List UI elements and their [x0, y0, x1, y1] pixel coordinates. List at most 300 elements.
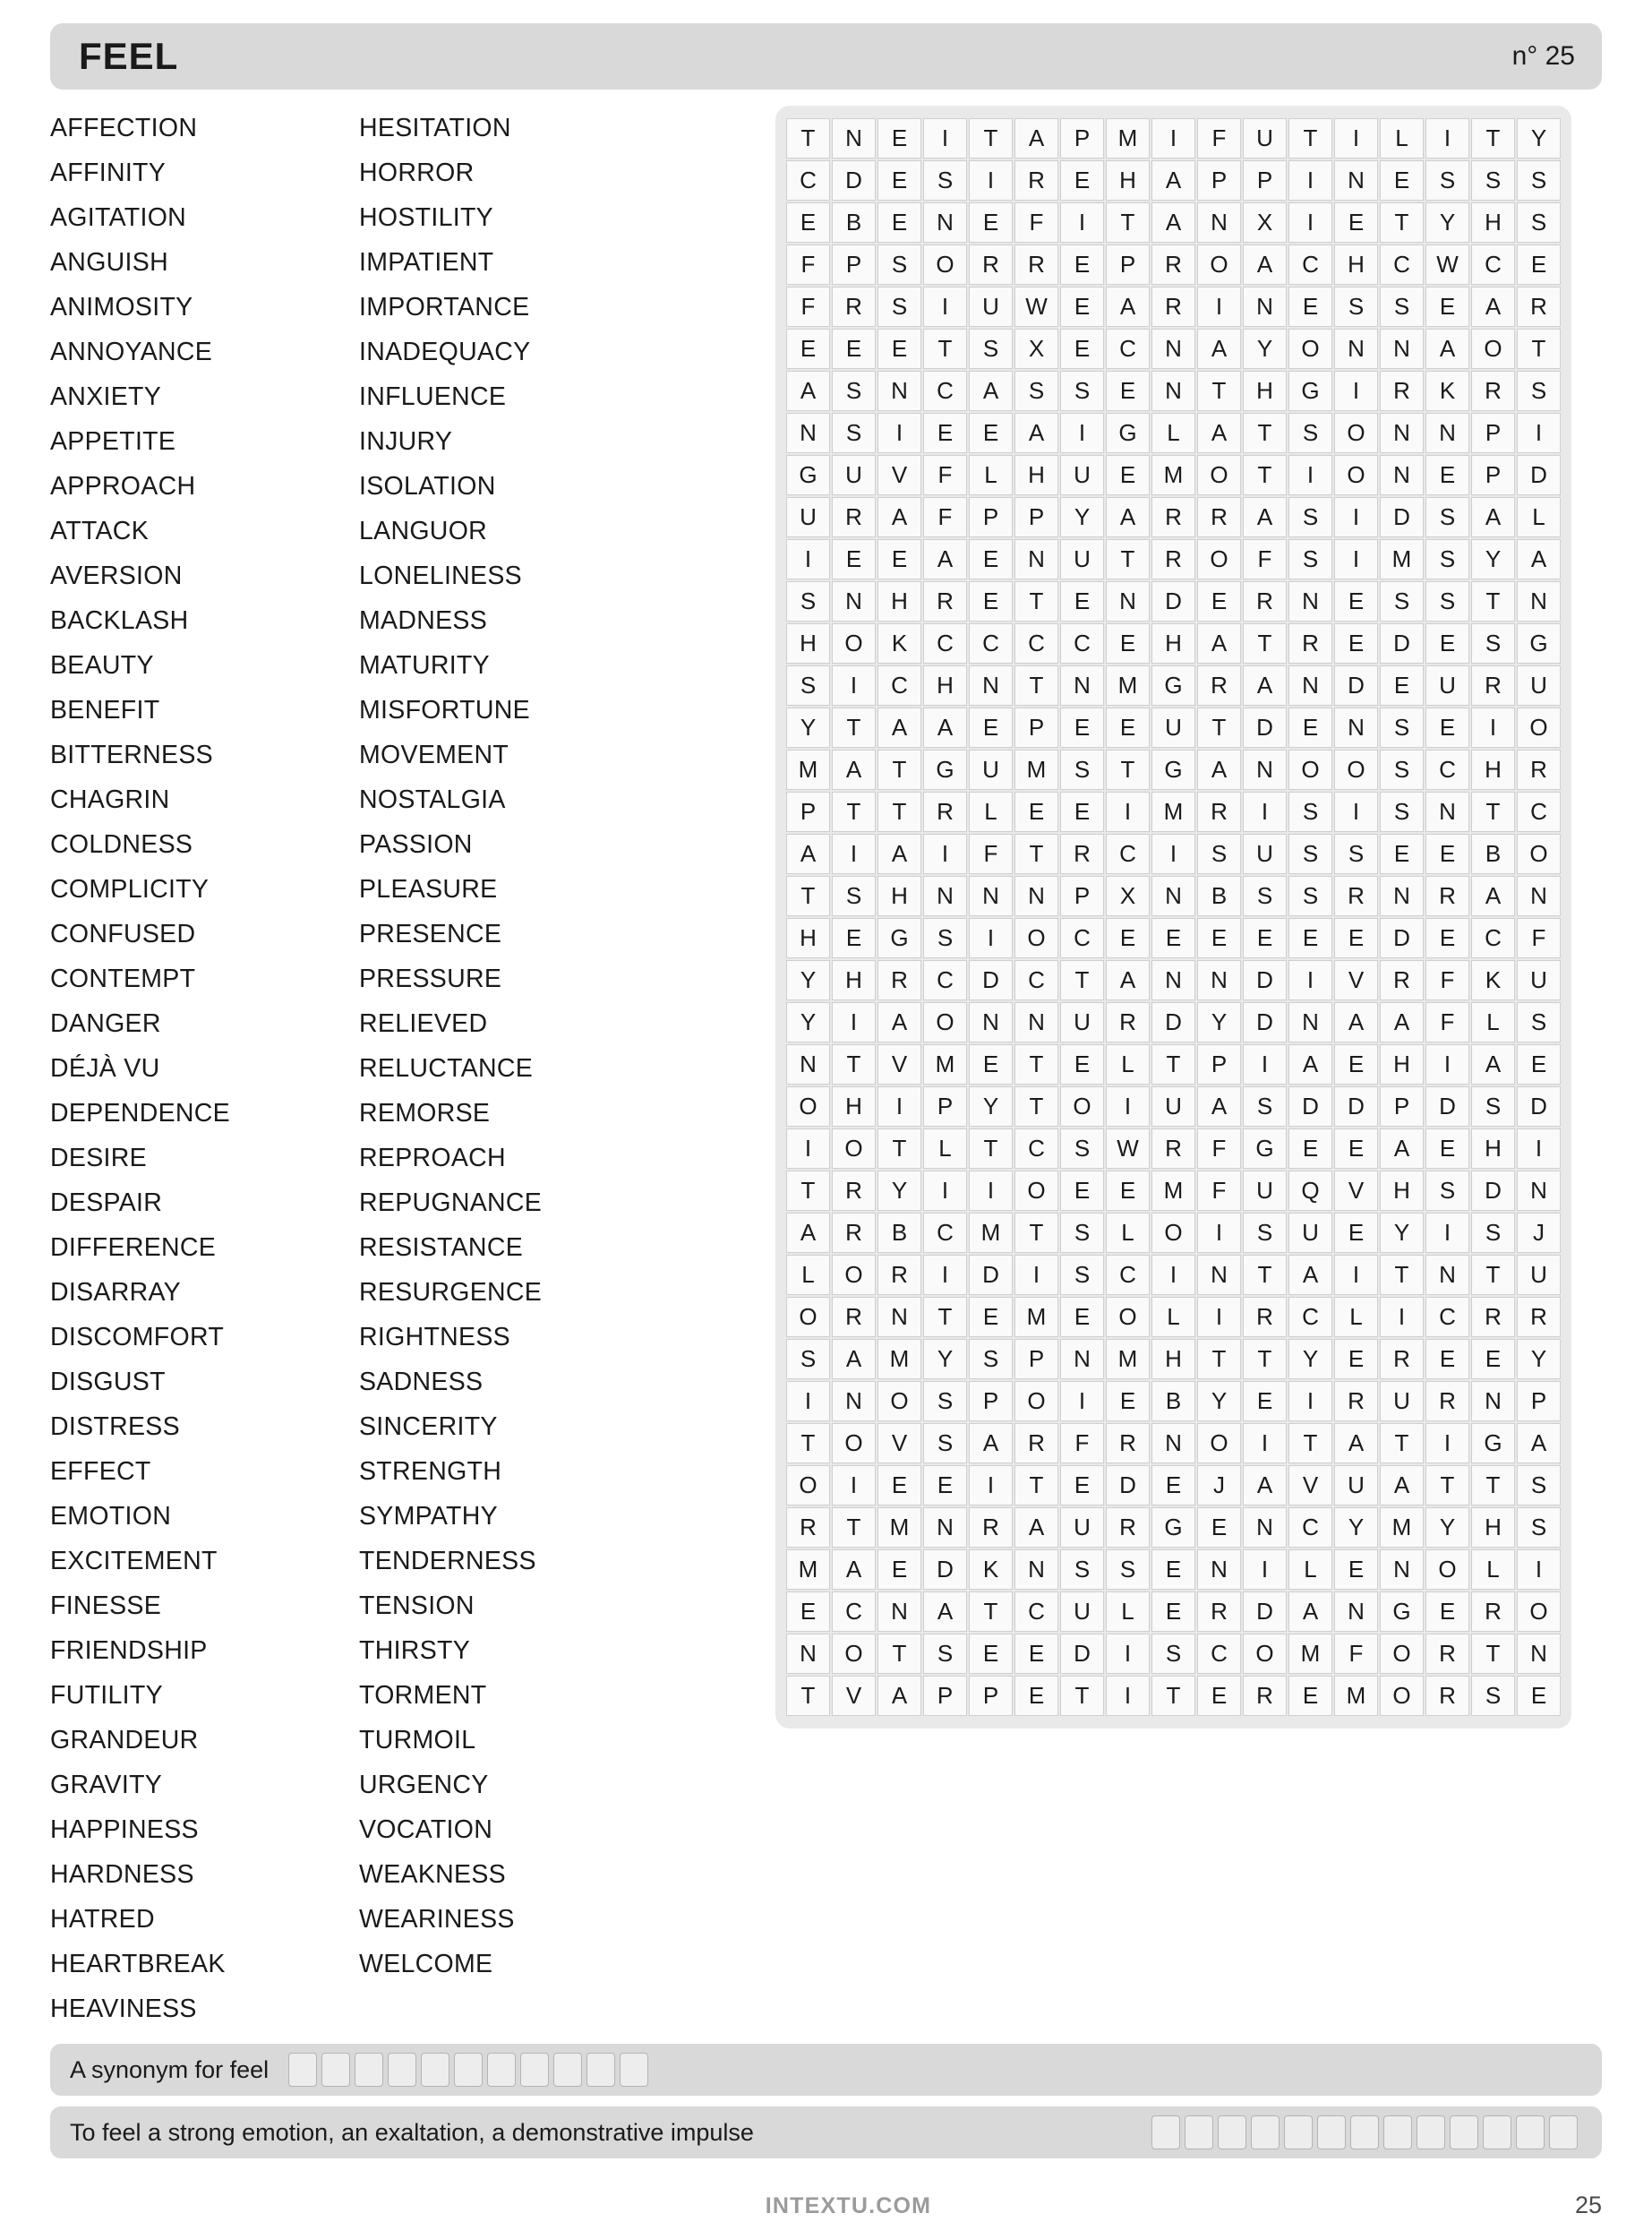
letter-cell[interactable]: B: [1471, 834, 1515, 874]
letter-cell[interactable]: F: [969, 834, 1013, 874]
letter-cell[interactable]: A: [1425, 329, 1469, 369]
letter-cell[interactable]: E: [1425, 1128, 1469, 1169]
letter-cell[interactable]: H: [1471, 1507, 1515, 1548]
letter-cell[interactable]: R: [1334, 876, 1378, 916]
letter-cell[interactable]: R: [832, 1213, 876, 1253]
letter-cell[interactable]: H: [832, 1086, 876, 1127]
letter-cell[interactable]: A: [1471, 1044, 1515, 1085]
letter-cell[interactable]: F: [1197, 1171, 1241, 1211]
letter-cell[interactable]: E: [1106, 455, 1150, 495]
letter-cell[interactable]: N: [1380, 329, 1424, 369]
letter-cell[interactable]: C: [1060, 918, 1104, 958]
letter-cell[interactable]: U: [1060, 1591, 1104, 1632]
letter-cell[interactable]: L: [923, 1128, 967, 1169]
letter-cell[interactable]: T: [969, 118, 1013, 159]
letter-cell[interactable]: I: [786, 1381, 830, 1421]
letter-cell[interactable]: S: [1425, 1171, 1469, 1211]
letter-cell[interactable]: D: [1243, 960, 1287, 1000]
letter-cell[interactable]: N: [1197, 1255, 1241, 1295]
letter-cell[interactable]: O: [1014, 918, 1058, 958]
letter-cell[interactable]: T: [1014, 834, 1058, 874]
letter-cell[interactable]: D: [1380, 623, 1424, 664]
letter-cell[interactable]: N: [969, 1002, 1013, 1042]
letter-cell[interactable]: N: [1151, 371, 1195, 411]
letter-cell[interactable]: E: [877, 1549, 921, 1590]
letter-cell[interactable]: U: [969, 750, 1013, 790]
letter-cell[interactable]: T: [1243, 623, 1287, 664]
letter-cell[interactable]: T: [786, 876, 830, 916]
letter-cell[interactable]: S: [832, 876, 876, 916]
letter-cell[interactable]: O: [832, 1634, 876, 1674]
letter-cell[interactable]: I: [1334, 371, 1378, 411]
letter-cell[interactable]: B: [877, 1213, 921, 1253]
letter-cell[interactable]: W: [1014, 287, 1058, 327]
letter-cell[interactable]: I: [832, 1465, 876, 1506]
letter-cell[interactable]: E: [1471, 1339, 1515, 1379]
letter-cell[interactable]: V: [1334, 1171, 1378, 1211]
letter-cell[interactable]: E: [1060, 287, 1104, 327]
letter-cell[interactable]: E: [969, 1634, 1013, 1674]
letter-cell[interactable]: T: [786, 1676, 830, 1716]
letter-cell[interactable]: S: [1380, 287, 1424, 327]
letter-cell[interactable]: E: [1425, 918, 1469, 958]
letter-cell[interactable]: A: [1197, 1086, 1241, 1127]
letter-cell[interactable]: N: [1334, 1591, 1378, 1632]
letter-cell[interactable]: E: [1243, 918, 1287, 958]
letter-cell[interactable]: L: [1151, 1297, 1195, 1337]
letter-cell[interactable]: I: [1014, 1255, 1058, 1295]
letter-cell[interactable]: E: [877, 539, 921, 579]
letter-cell[interactable]: N: [923, 1507, 967, 1548]
letter-cell[interactable]: U: [1060, 1507, 1104, 1548]
letter-cell[interactable]: Y: [877, 1171, 921, 1211]
answer-letter-box[interactable]: [288, 2053, 317, 2087]
letter-cell[interactable]: R: [923, 792, 967, 832]
letter-cell[interactable]: E: [969, 1044, 1013, 1085]
letter-cell[interactable]: E: [1060, 1171, 1104, 1211]
letter-cell[interactable]: Y: [1060, 497, 1104, 537]
letter-cell[interactable]: H: [1471, 1128, 1515, 1169]
answer-letter-box[interactable]: [620, 2053, 648, 2087]
letter-cell[interactable]: S: [923, 1423, 967, 1463]
letter-cell[interactable]: E: [1106, 918, 1150, 958]
letter-cell[interactable]: R: [1425, 1381, 1469, 1421]
letter-cell[interactable]: A: [1106, 287, 1150, 327]
letter-cell[interactable]: E: [1060, 1465, 1104, 1506]
letter-cell[interactable]: E: [1288, 918, 1332, 958]
letter-cell[interactable]: G: [1380, 1591, 1424, 1632]
letter-cell[interactable]: I: [1517, 413, 1561, 453]
letter-cell[interactable]: N: [1380, 876, 1424, 916]
letter-cell[interactable]: E: [786, 1591, 830, 1632]
letter-cell[interactable]: O: [1106, 1297, 1150, 1337]
letter-cell[interactable]: I: [1106, 792, 1150, 832]
letter-cell[interactable]: P: [1106, 244, 1150, 285]
letter-cell[interactable]: C: [877, 665, 921, 706]
letter-cell[interactable]: U: [832, 455, 876, 495]
letter-cell[interactable]: R: [1197, 497, 1241, 537]
letter-cell[interactable]: T: [1471, 1465, 1515, 1506]
letter-cell[interactable]: S: [1425, 497, 1469, 537]
letter-cell[interactable]: T: [1243, 1339, 1287, 1379]
letter-cell[interactable]: E: [1060, 329, 1104, 369]
letter-cell[interactable]: E: [1106, 623, 1150, 664]
letter-cell[interactable]: O: [1197, 244, 1241, 285]
letter-cell[interactable]: C: [1425, 750, 1469, 790]
letter-cell[interactable]: T: [1380, 202, 1424, 243]
letter-cell[interactable]: F: [1425, 960, 1469, 1000]
letter-cell[interactable]: H: [877, 581, 921, 622]
letter-cell[interactable]: T: [832, 1507, 876, 1548]
letter-cell[interactable]: O: [877, 1381, 921, 1421]
letter-cell[interactable]: R: [1380, 960, 1424, 1000]
answer-letter-box[interactable]: [1317, 2115, 1346, 2149]
letter-cell[interactable]: F: [1014, 202, 1058, 243]
letter-cell[interactable]: C: [1380, 244, 1424, 285]
letter-cell[interactable]: N: [1334, 708, 1378, 748]
letter-cell[interactable]: N: [1014, 539, 1058, 579]
letter-cell[interactable]: E: [1197, 1507, 1241, 1548]
letter-cell[interactable]: U: [786, 497, 830, 537]
letter-cell[interactable]: S: [1106, 1549, 1150, 1590]
letter-cell[interactable]: R: [1517, 750, 1561, 790]
letter-cell[interactable]: T: [1014, 1213, 1058, 1253]
letter-cell[interactable]: D: [1243, 1002, 1287, 1042]
letter-cell[interactable]: H: [832, 960, 876, 1000]
letter-cell[interactable]: S: [1334, 287, 1378, 327]
letter-cell[interactable]: N: [1380, 413, 1424, 453]
letter-cell[interactable]: A: [1243, 497, 1287, 537]
letter-cell[interactable]: E: [1334, 1044, 1378, 1085]
answer-letter-box[interactable]: [586, 2053, 615, 2087]
letter-cell[interactable]: I: [1288, 455, 1332, 495]
letter-cell[interactable]: R: [1106, 1423, 1150, 1463]
letter-cell[interactable]: N: [923, 876, 967, 916]
letter-cell[interactable]: L: [1334, 1297, 1378, 1337]
letter-cell[interactable]: I: [1243, 792, 1287, 832]
letter-cell[interactable]: E: [1380, 160, 1424, 201]
letter-cell[interactable]: R: [1288, 623, 1332, 664]
letter-cell[interactable]: E: [877, 329, 921, 369]
letter-cell[interactable]: U: [1151, 1086, 1195, 1127]
letter-cell[interactable]: I: [1517, 1128, 1561, 1169]
letter-cell[interactable]: G: [1517, 623, 1561, 664]
letter-cell[interactable]: X: [1243, 202, 1287, 243]
letter-cell[interactable]: A: [832, 1549, 876, 1590]
letter-cell[interactable]: A: [923, 708, 967, 748]
letter-cell[interactable]: E: [1060, 1297, 1104, 1337]
letter-cell[interactable]: S: [1014, 371, 1058, 411]
letter-cell[interactable]: Y: [1425, 1507, 1469, 1548]
letter-cell[interactable]: E: [786, 202, 830, 243]
letter-cell[interactable]: E: [969, 539, 1013, 579]
answer-letter-box[interactable]: [1350, 2115, 1379, 2149]
letter-cell[interactable]: L: [1380, 118, 1424, 159]
letter-cell[interactable]: O: [786, 1465, 830, 1506]
letter-cell[interactable]: E: [1014, 1634, 1058, 1674]
letter-cell[interactable]: S: [832, 413, 876, 453]
letter-cell[interactable]: M: [1014, 1297, 1058, 1337]
letter-cell[interactable]: E: [832, 329, 876, 369]
letter-cell[interactable]: L: [969, 455, 1013, 495]
letter-cell[interactable]: A: [1334, 1002, 1378, 1042]
letter-cell[interactable]: N: [1014, 1002, 1058, 1042]
letter-cell[interactable]: E: [1288, 1676, 1332, 1716]
letter-cell[interactable]: I: [786, 539, 830, 579]
letter-cell[interactable]: I: [1425, 1044, 1469, 1085]
letter-cell[interactable]: G: [1471, 1423, 1515, 1463]
letter-cell[interactable]: R: [1243, 1297, 1287, 1337]
letter-cell[interactable]: E: [1334, 623, 1378, 664]
letter-cell[interactable]: Q: [1288, 1171, 1332, 1211]
letter-cell[interactable]: A: [877, 1676, 921, 1716]
letter-cell[interactable]: N: [786, 1044, 830, 1085]
letter-cell[interactable]: C: [969, 623, 1013, 664]
letter-cell[interactable]: D: [1517, 455, 1561, 495]
letter-cell[interactable]: O: [786, 1086, 830, 1127]
letter-cell[interactable]: F: [1060, 1423, 1104, 1463]
letter-cell[interactable]: S: [786, 665, 830, 706]
answer-boxes[interactable]: [288, 2053, 653, 2087]
letter-cell[interactable]: O: [786, 1297, 830, 1337]
letter-cell[interactable]: N: [1243, 750, 1287, 790]
letter-cell[interactable]: S: [1060, 750, 1104, 790]
letter-cell[interactable]: H: [1106, 160, 1150, 201]
letter-cell[interactable]: C: [1106, 329, 1150, 369]
letter-cell[interactable]: Y: [1288, 1339, 1332, 1379]
letter-cell[interactable]: N: [832, 581, 876, 622]
letter-cell[interactable]: Y: [969, 1086, 1013, 1127]
letter-cell[interactable]: E: [1334, 1549, 1378, 1590]
letter-cell[interactable]: Y: [1197, 1381, 1241, 1421]
letter-cell[interactable]: E: [877, 202, 921, 243]
letter-cell[interactable]: D: [1151, 1002, 1195, 1042]
letter-cell[interactable]: A: [877, 834, 921, 874]
letter-cell[interactable]: O: [1334, 455, 1378, 495]
letter-cell[interactable]: N: [1517, 1171, 1561, 1211]
letter-cell[interactable]: M: [786, 1549, 830, 1590]
letter-cell[interactable]: H: [1380, 1044, 1424, 1085]
letter-cell[interactable]: D: [832, 160, 876, 201]
letter-cell[interactable]: R: [1380, 371, 1424, 411]
letter-cell[interactable]: D: [1380, 497, 1424, 537]
letter-cell[interactable]: N: [1014, 876, 1058, 916]
letter-cell[interactable]: U: [1060, 539, 1104, 579]
letter-cell[interactable]: R: [923, 581, 967, 622]
letter-cell[interactable]: L: [1288, 1549, 1332, 1590]
letter-cell[interactable]: R: [1197, 792, 1241, 832]
letter-cell[interactable]: H: [786, 623, 830, 664]
letter-cell[interactable]: N: [1517, 581, 1561, 622]
letter-cell[interactable]: O: [1014, 1171, 1058, 1211]
letter-cell[interactable]: V: [1288, 1465, 1332, 1506]
letter-cell[interactable]: R: [1517, 287, 1561, 327]
letter-cell[interactable]: S: [1243, 1086, 1287, 1127]
letter-cell[interactable]: E: [1334, 1128, 1378, 1169]
letter-cell[interactable]: C: [1106, 1255, 1150, 1295]
letter-cell[interactable]: S: [923, 1381, 967, 1421]
letter-cell[interactable]: E: [1151, 1549, 1195, 1590]
letter-cell[interactable]: C: [1517, 792, 1561, 832]
letter-cell[interactable]: P: [1014, 1339, 1058, 1379]
letter-cell[interactable]: L: [1471, 1002, 1515, 1042]
letter-cell[interactable]: T: [1243, 455, 1287, 495]
letter-cell[interactable]: C: [786, 160, 830, 201]
letter-cell[interactable]: R: [877, 1255, 921, 1295]
letter-cell[interactable]: S: [1380, 792, 1424, 832]
letter-cell[interactable]: D: [1243, 708, 1287, 748]
letter-cell[interactable]: S: [1517, 1465, 1561, 1506]
letter-cell[interactable]: I: [1288, 202, 1332, 243]
letter-cell[interactable]: F: [786, 244, 830, 285]
letter-cell[interactable]: N: [1243, 287, 1287, 327]
letter-cell[interactable]: N: [832, 1381, 876, 1421]
letter-cell[interactable]: O: [1243, 1634, 1287, 1674]
answer-letter-box[interactable]: [388, 2053, 416, 2087]
letter-cell[interactable]: E: [1425, 834, 1469, 874]
letter-cell[interactable]: P: [1197, 160, 1241, 201]
letter-cell[interactable]: E: [1151, 1591, 1195, 1632]
letter-cell[interactable]: A: [832, 1339, 876, 1379]
letter-cell[interactable]: U: [1517, 960, 1561, 1000]
letter-cell[interactable]: B: [1197, 876, 1241, 916]
letter-cell[interactable]: I: [1334, 792, 1378, 832]
letter-cell[interactable]: A: [1243, 244, 1287, 285]
letter-cell[interactable]: T: [1106, 750, 1150, 790]
letter-cell[interactable]: R: [1014, 1423, 1058, 1463]
letter-cell[interactable]: C: [1288, 1297, 1332, 1337]
letter-cell[interactable]: R: [1471, 665, 1515, 706]
letter-cell[interactable]: I: [923, 834, 967, 874]
letter-cell[interactable]: A: [969, 371, 1013, 411]
letter-cell[interactable]: C: [1288, 244, 1332, 285]
letter-cell[interactable]: S: [1060, 371, 1104, 411]
letter-cell[interactable]: R: [1471, 371, 1515, 411]
letter-cell[interactable]: O: [1151, 1213, 1195, 1253]
letter-cell[interactable]: A: [786, 834, 830, 874]
letter-cell[interactable]: Y: [1425, 202, 1469, 243]
letter-cell[interactable]: S: [1060, 1255, 1104, 1295]
letter-cell[interactable]: Y: [1334, 1507, 1378, 1548]
letter-cell[interactable]: N: [1288, 1002, 1332, 1042]
letter-cell[interactable]: O: [1197, 455, 1241, 495]
letter-cell[interactable]: I: [832, 834, 876, 874]
letter-cell[interactable]: I: [1243, 1423, 1287, 1463]
letter-cell[interactable]: Y: [923, 1339, 967, 1379]
letter-cell[interactable]: T: [1380, 1423, 1424, 1463]
letter-grid-container[interactable]: [775, 106, 1571, 1729]
letter-cell[interactable]: V: [877, 1044, 921, 1085]
letter-cell[interactable]: I: [1334, 1255, 1378, 1295]
letter-cell[interactable]: N: [1151, 960, 1195, 1000]
letter-cell[interactable]: A: [1471, 497, 1515, 537]
letter-cell[interactable]: R: [1060, 834, 1104, 874]
letter-cell[interactable]: N: [832, 118, 876, 159]
letter-cell[interactable]: T: [1197, 371, 1241, 411]
letter-cell[interactable]: C: [1425, 1297, 1469, 1337]
letter-cell[interactable]: H: [1471, 202, 1515, 243]
letter-cell[interactable]: S: [1517, 160, 1561, 201]
letter-cell[interactable]: I: [1197, 287, 1241, 327]
letter-cell[interactable]: E: [1106, 1381, 1150, 1421]
letter-cell[interactable]: I: [877, 413, 921, 453]
letter-cell[interactable]: P: [1014, 497, 1058, 537]
letter-cell[interactable]: Y: [1517, 118, 1561, 159]
letter-cell[interactable]: E: [832, 918, 876, 958]
letter-cell[interactable]: R: [1014, 244, 1058, 285]
letter-cell[interactable]: I: [1425, 118, 1469, 159]
letter-cell[interactable]: A: [1380, 1465, 1424, 1506]
letter-cell[interactable]: S: [1243, 1213, 1287, 1253]
answer-letter-box[interactable]: [1549, 2115, 1578, 2149]
letter-cell[interactable]: D: [1380, 918, 1424, 958]
letter-cell[interactable]: A: [1014, 1507, 1058, 1548]
answer-letter-box[interactable]: [487, 2053, 516, 2087]
letter-cell[interactable]: P: [969, 1676, 1013, 1716]
letter-cell[interactable]: T: [1197, 1339, 1241, 1379]
letter-cell[interactable]: V: [832, 1676, 876, 1716]
letter-cell[interactable]: R: [1425, 1676, 1469, 1716]
letter-cell[interactable]: A: [1471, 876, 1515, 916]
letter-cell[interactable]: I: [923, 1171, 967, 1211]
letter-cell[interactable]: R: [1471, 1297, 1515, 1337]
letter-cell[interactable]: Y: [1380, 1213, 1424, 1253]
letter-cell[interactable]: S: [1471, 1086, 1515, 1127]
letter-cell[interactable]: T: [969, 1128, 1013, 1169]
letter-cell[interactable]: N: [1425, 413, 1469, 453]
letter-cell[interactable]: Y: [1471, 539, 1515, 579]
letter-cell[interactable]: N: [877, 1591, 921, 1632]
letter-cell[interactable]: H: [1243, 371, 1287, 411]
letter-cell[interactable]: E: [1106, 708, 1150, 748]
letter-cell[interactable]: I: [1060, 202, 1104, 243]
letter-cell[interactable]: O: [1334, 750, 1378, 790]
letter-cell[interactable]: Y: [1197, 1002, 1241, 1042]
letter-cell[interactable]: O: [923, 1002, 967, 1042]
letter-cell[interactable]: S: [1243, 876, 1287, 916]
answer-letter-box[interactable]: [1151, 2115, 1180, 2149]
letter-cell[interactable]: C: [1060, 623, 1104, 664]
letter-cell[interactable]: C: [1288, 1507, 1332, 1548]
letter-cell[interactable]: U: [1334, 1465, 1378, 1506]
answer-letter-box[interactable]: [1185, 2115, 1213, 2149]
letter-cell[interactable]: M: [1380, 1507, 1424, 1548]
letter-cell[interactable]: I: [1334, 497, 1378, 537]
letter-cell[interactable]: E: [1380, 834, 1424, 874]
letter-cell[interactable]: S: [1060, 1549, 1104, 1590]
letter-cell[interactable]: G: [786, 455, 830, 495]
letter-cell[interactable]: D: [1471, 1171, 1515, 1211]
letter-cell[interactable]: T: [877, 1634, 921, 1674]
letter-cell[interactable]: K: [1425, 371, 1469, 411]
letter-cell[interactable]: T: [1106, 202, 1150, 243]
letter-cell[interactable]: N: [923, 202, 967, 243]
letter-cell[interactable]: M: [1151, 1171, 1195, 1211]
letter-cell[interactable]: P: [1197, 1044, 1241, 1085]
letter-cell[interactable]: A: [1014, 118, 1058, 159]
letter-cell[interactable]: R: [1151, 287, 1195, 327]
letter-cell[interactable]: F: [1334, 1634, 1378, 1674]
letter-cell[interactable]: M: [1106, 665, 1150, 706]
letter-cell[interactable]: U: [1060, 455, 1104, 495]
letter-cell[interactable]: Y: [786, 708, 830, 748]
letter-cell[interactable]: M: [786, 750, 830, 790]
letter-cell[interactable]: R: [1380, 1339, 1424, 1379]
letter-cell[interactable]: P: [832, 244, 876, 285]
letter-cell[interactable]: X: [1014, 329, 1058, 369]
letter-cell[interactable]: A: [1288, 1591, 1332, 1632]
letter-cell[interactable]: S: [877, 287, 921, 327]
